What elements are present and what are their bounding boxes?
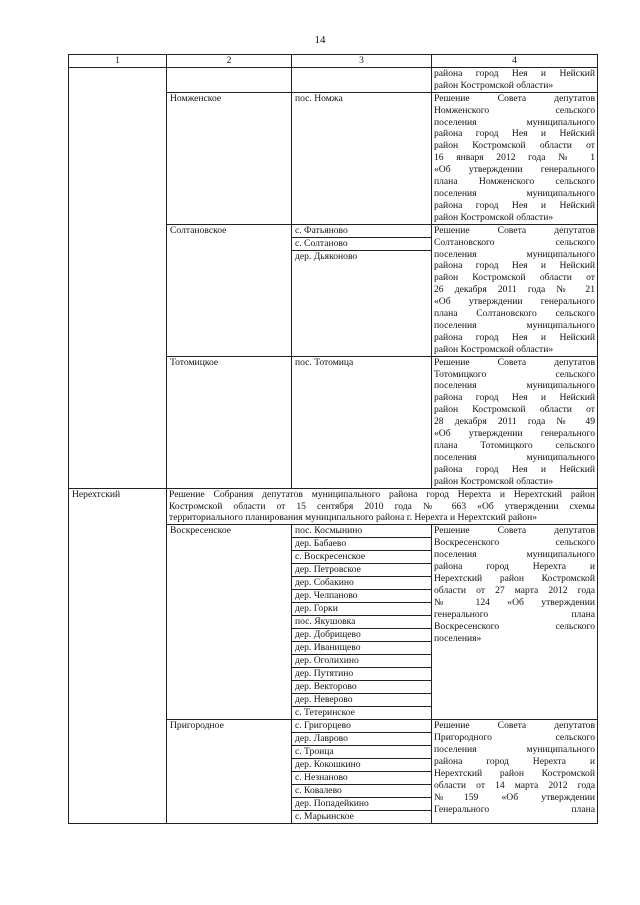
district-name-nerekhtsky: Нерехтский [69, 488, 167, 824]
decision-cell-continued: района город Нея и Нейский район Костромской области» [432, 67, 598, 92]
list-item: пос. Космынино [292, 525, 431, 538]
settlement-name-nomzhenskoe: Номженское [167, 92, 292, 224]
list-item: дер. Кокошкино [292, 759, 431, 772]
list-item: дер. Оголихино [292, 655, 431, 668]
list-item: дер. Добрищево [292, 629, 431, 642]
decision-cell-totomitskoe: Решение Совета депутатов Тотомицкого сельского поселения муниципального района город Нея и Нейский район Костромской области от 28 декабря 2011 года № 49 «Об утверждении генерального плана Тотомицкого сельского поселения муниципального района город Нея и Нейский район Костромской области» [432, 356, 598, 488]
list-item: с. Григорцево [292, 720, 431, 733]
settlement-name-totomitskoe: Тотомицкое [167, 356, 292, 488]
decision-cell-nomzhenskoe: Решение Совета депутатов Номженского сельского поселения муниципального района город Нея и Нейский район Костромской области от 16 января 2012 года № 1 «Об утверждении генерального плана Номженского сельского поселения муниципального района город Нея и Нейский район Костромской области» [432, 92, 598, 224]
settlement-list [292, 224, 432, 356]
list-item: с. Ковалево [292, 785, 431, 798]
settlements-table [68, 54, 598, 824]
list-item: пос. Якушовка [292, 616, 431, 629]
header-col-1: 1 [69, 55, 167, 68]
list-item: дер. Дьяконово [295, 250, 358, 262]
list-item: дер. Петровское [292, 564, 431, 577]
settlement-name-soltanovskoe: Солтановское [167, 224, 292, 356]
header-col-4: 4 [432, 55, 598, 68]
list-item: дер. Векторово [292, 681, 431, 694]
list-item: дер. Челпаново [292, 590, 431, 603]
list-item: дер. Горки [292, 603, 431, 616]
list-item: с. Троица [292, 746, 431, 759]
page-number: 14 [314, 34, 326, 46]
list-item: с. Воскресенское [292, 551, 431, 564]
table-row [69, 67, 598, 92]
list-item: с. Незнаново [292, 772, 431, 785]
list-item: дер. Собакино [292, 577, 431, 590]
list-item: дер. Неверово [292, 694, 431, 707]
table-row [69, 488, 598, 525]
settlement-list: пос. Тотомица [292, 356, 432, 488]
district-decision-cell: Решение Собрания депутатов муниципального района город Нерехта и Нерехтский район Костромской области от 15 сентября 2010 года № 663 «Об утверждении схемы территориального планирования муниципального района г. Нерехта и Нерехтский район» [167, 488, 598, 525]
list-item: дер. Попадейкино [292, 798, 431, 811]
list-item: дер. Иванищево [292, 642, 431, 655]
decision-cell-soltanovskoe: Решение Совета депутатов Солтановского сельского поселения муниципального района город Нея и Нейский район Костромской области от 26 декабря 2011 года № 21 «Об утверждении генерального плана Солтановского сельского поселения муниципального района город Нея и Нейский район Костромской области» [432, 224, 598, 356]
list-item: с. Солтаново [292, 238, 431, 251]
list-item: дер. Путятино [292, 668, 431, 681]
settlement-list: пос. Номжа [292, 92, 432, 224]
list-item: дер. Лаврово [292, 733, 431, 746]
header-col-2: 2 [167, 55, 292, 68]
list-item: дер. Бабаево [292, 538, 431, 551]
district-cell-empty [69, 67, 167, 488]
list-item: с. Тетеринское [295, 707, 355, 719]
list-item: с. Марьинское [295, 811, 354, 823]
decision-cell-prigorodnoe: Решение Совета депутатов Пригородного сельского поселения муниципального района город Нерехта и Нерехтский район Костромской области от 14 марта 2012 года №159 «Об утверждении Генерального плана [432, 720, 598, 824]
header-col-3: 3 [292, 55, 432, 68]
table-header-row [69, 55, 598, 68]
decision-cell-voskresenskoe: Решение Совета депутатов Воскресенского сельского поселения муниципального района город Нерехта и Нерехтский район Костромской области от 27 марта 2012 года № 124 «Об утверждении генерального плана Воскресенского сельского поселения» [432, 525, 598, 720]
settlement-name-prigorodnoe: Пригородное [167, 720, 292, 824]
settlement-list [292, 720, 432, 824]
settlement-name-voskresenskoe: Воскресенское [167, 525, 292, 720]
settlement-list [292, 525, 432, 720]
list-item: с. Фатьяново [292, 225, 431, 238]
